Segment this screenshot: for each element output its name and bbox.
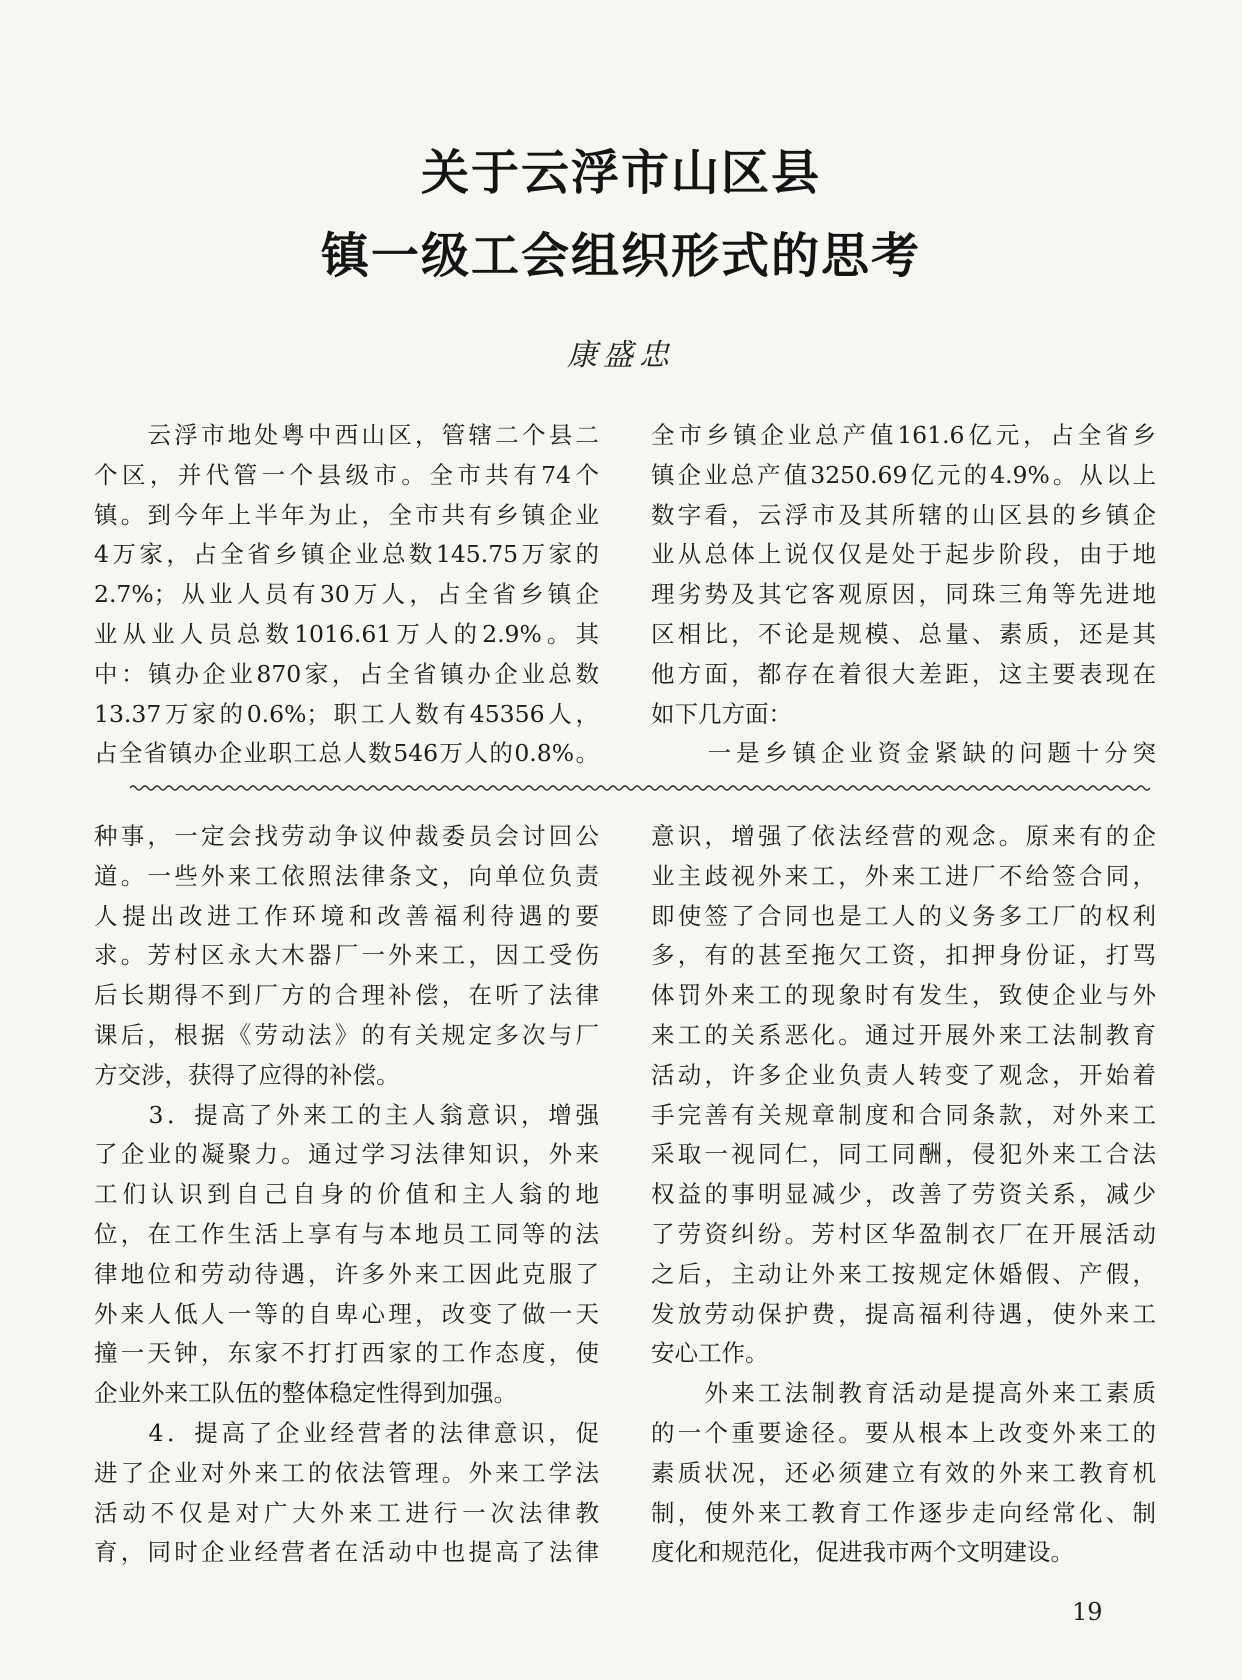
text-line: 一是乡镇企业资金紧缺的问题十分突 bbox=[651, 739, 1156, 768]
text-line: 手完善有关规章制度和合同条款，对外来工 bbox=[651, 1100, 1156, 1129]
text-line: 企业外来工队伍的整体稳定性得到加强。 bbox=[94, 1379, 517, 1408]
text-line: 之后，主动让外来工按规定休婚假、产假， bbox=[651, 1259, 1156, 1288]
text-line: 度化和规范化，促进我市两个文明建设。 bbox=[651, 1538, 1074, 1567]
column-bottom-right bbox=[651, 817, 1156, 1573]
column-top-right bbox=[651, 416, 1156, 774]
text-line: 外来人低人一等的自卑心理，改变了做一天 bbox=[94, 1299, 599, 1328]
text-line: 业从业人员总数1016.61万人的2.9%。其 bbox=[94, 619, 599, 648]
text-line: 采取一视同仁，同工同酬，侵犯外来工合法 bbox=[651, 1140, 1156, 1169]
text-line: 镇企业总产值3250.69亿元的4.9%。从以上 bbox=[651, 460, 1156, 489]
column-top-left bbox=[94, 416, 599, 774]
text-line: 了劳资纠纷。芳村区华盈制衣厂在开展活动 bbox=[651, 1219, 1156, 1248]
text-line: 方交涉，获得了应得的补偿。 bbox=[94, 1060, 400, 1089]
text-line: 活动不仅是对广大外来工进行一次法律教 bbox=[94, 1498, 599, 1527]
text-line: 安心工作。 bbox=[651, 1339, 769, 1368]
text-line: 2.7%；从业人员有30万人，占全省乡镇企 bbox=[94, 580, 599, 609]
text-line: 云浮市地处粤中西山区，管辖二个县二 bbox=[94, 421, 599, 449]
author-name: 康盛忠 bbox=[567, 338, 675, 373]
article-title-line-1: 关于云浮市山区县 bbox=[420, 145, 821, 201]
text-line: 撞一天钟，东家不打打西家的工作态度，使 bbox=[94, 1339, 599, 1368]
text-line: 后长期得不到厂方的合理补偿，在听了法律 bbox=[94, 981, 599, 1010]
text-line: 4．提高了企业经营者的法律意识，促 bbox=[94, 1418, 599, 1447]
text-line: 权益的事明显减少，改善了劳资关系，减少 bbox=[651, 1180, 1156, 1209]
text-line: 他方面，都存在着很大差距，这主要表现在 bbox=[651, 659, 1156, 688]
text-line: 即使签了合同也是工人的义务多工厂的权利 bbox=[651, 901, 1156, 930]
text-line: 多，有的甚至拖欠工资，扣押身份证，打骂 bbox=[651, 941, 1156, 970]
text-line: 中：镇办企业870家，占全省镇办企业总数 bbox=[94, 659, 599, 688]
text-line: 活动，许多企业负责人转变了观念，开始着 bbox=[651, 1060, 1156, 1089]
text-line: 体罚外来工的现象时有发生，致使企业与外 bbox=[651, 981, 1156, 1010]
text-line: 意识，增强了依法经营的观念。原来有的企 bbox=[651, 822, 1156, 850]
text-line: 数字看，云浮市及其所辖的山区县的乡镇企 bbox=[651, 500, 1156, 529]
text-line: 外来工法制教育活动是提高外来工素质 bbox=[651, 1379, 1156, 1408]
text-line: 道。一些外来工依照法律条文，向单位负责 bbox=[94, 861, 599, 890]
text-line: 素质状况，还必须建立有效的外来工教育机 bbox=[651, 1458, 1156, 1487]
text-line: 求。芳村区永大木器厂一外来工，因工受伤 bbox=[94, 941, 599, 970]
text-line: 全市乡镇企业总产值161.6亿元，占全省乡 bbox=[651, 421, 1156, 449]
text-line: 理劣势及其它客观原因，同珠三角等先进地 bbox=[651, 580, 1156, 609]
wavy-section-divider bbox=[130, 782, 1150, 794]
text-line: 发放劳动保护费，提高福利待遇，使外来工 bbox=[651, 1299, 1156, 1328]
text-line: 镇。到今年上半年为止，全市共有乡镇企业 bbox=[94, 500, 599, 529]
text-line: 位，在工作生活上享有与本地员工同等的法 bbox=[94, 1219, 599, 1248]
text-line: 来工的关系恶化。通过开展外来工法制教育 bbox=[651, 1020, 1156, 1049]
column-bottom-left bbox=[94, 817, 599, 1573]
text-line: 业从总体上说仅仅是处于起步阶段，由于地 bbox=[651, 540, 1156, 569]
page-number: 19 bbox=[1072, 1598, 1103, 1626]
text-line: 课后，根据《劳动法》的有关规定多次与厂 bbox=[94, 1020, 599, 1049]
text-line: 业主歧视外来工，外来工进厂不给签合同， bbox=[651, 861, 1156, 890]
article-title-line-2: 镇一级工会组织形式的思考 bbox=[320, 228, 921, 284]
text-line: 占全省镇办企业职工总人数546万人的0.8%。 bbox=[94, 739, 599, 768]
text-line: 了企业的凝聚力。通过学习法律知识，外来 bbox=[94, 1140, 599, 1169]
text-line: 4万家，占全省乡镇企业总数145.75万家的 bbox=[94, 540, 599, 569]
text-line: 工们认识到自己自身的价值和主人翁的地 bbox=[94, 1180, 599, 1209]
text-line: 种事，一定会找劳动争议仲裁委员会讨回公 bbox=[94, 822, 599, 850]
text-line: 的一个重要途径。要从根本上改变外来工的 bbox=[651, 1418, 1156, 1447]
text-line: 3．提高了外来工的主人翁意识，增强 bbox=[94, 1100, 599, 1129]
text-line: 13.37万家的0.6%；职工人数有45356人， bbox=[94, 699, 599, 728]
text-line: 个区，并代管一个县级市。全市共有74个 bbox=[94, 460, 599, 489]
text-line: 制，使外来工教育工作逐步走向经常化、制 bbox=[651, 1498, 1156, 1527]
text-line: 育，同时企业经营者在活动中也提高了法律 bbox=[94, 1538, 599, 1567]
text-line: 区相比，不论是规模、总量、素质，还是其 bbox=[651, 619, 1156, 648]
text-line: 进了企业对外来工的依法管理。外来工学法 bbox=[94, 1458, 599, 1487]
text-line: 律地位和劳动待遇，许多外来工因此克服了 bbox=[94, 1259, 599, 1288]
text-line: 人提出改进工作环境和改善福利待遇的要 bbox=[94, 901, 599, 930]
text-line: 如下几方面： bbox=[651, 699, 792, 728]
